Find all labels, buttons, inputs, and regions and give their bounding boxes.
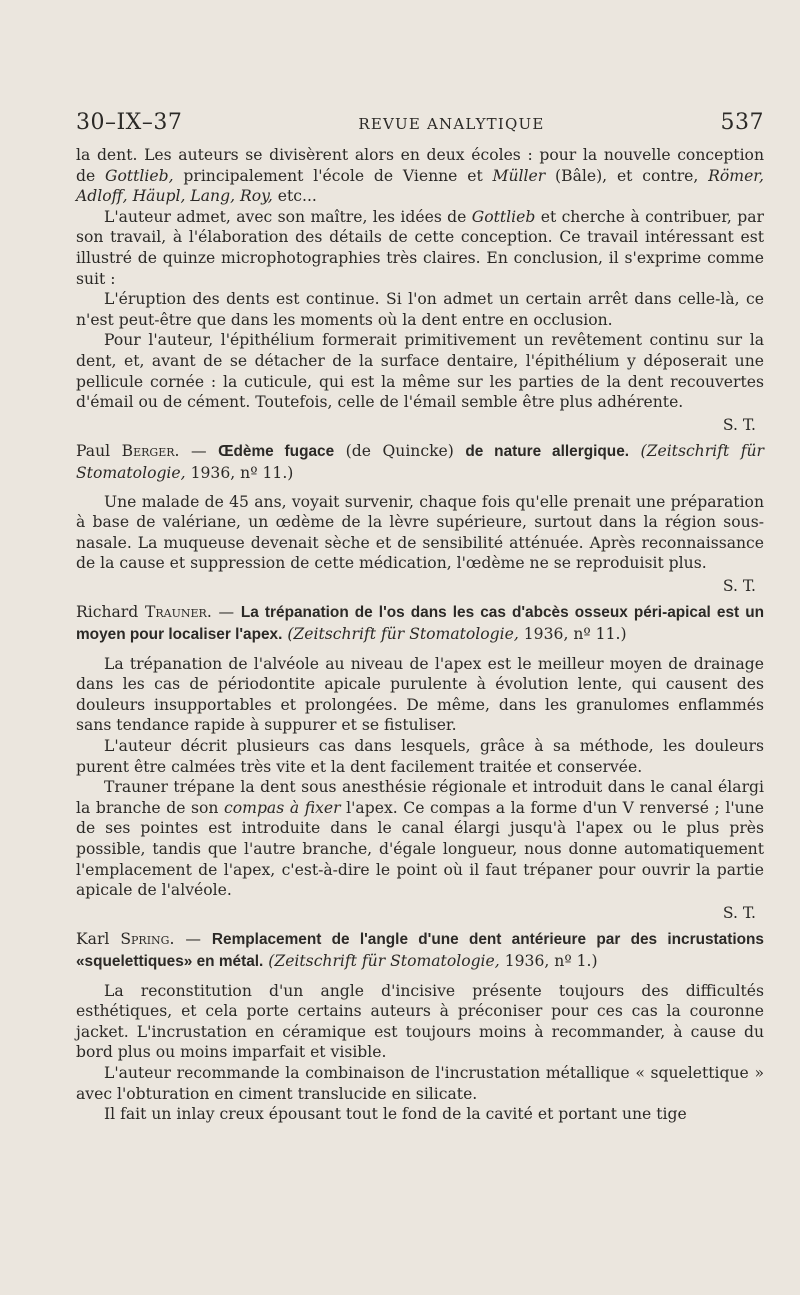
article-heading: Karl Spring. — Remplacement de l'angle d'une dent antérieure par des incrustations «squelettiques» en métal. (Zeitschrift für Stomatologie, 1936, nº 1.) bbox=[76, 930, 764, 970]
intro-paragraph-1: la dent. Les auteurs se divisèrent alors en deux écoles : pour la nouvelle conception de Gottlieb, principalement l'école de Vienne et Müller (Bâle), et contre, Römer, Adloff, Häupl, Lang, Roy, etc... bbox=[76, 146, 764, 206]
author-first-name: Karl bbox=[76, 930, 121, 949]
intro-paragraph-2: L'auteur admet, avec son maître, les idées de Gottlieb et cherche à contribuer, par son travail, à l'élaboration des détails de cette conception. Ce travail intéressant est illustré de quinze microphotographies très claires. En conclusion, il s'exprime comme suit : bbox=[76, 207, 764, 288]
author-last-name: Trauner. bbox=[145, 603, 212, 622]
signature: S. T. bbox=[722, 903, 756, 922]
header-title: REVUE ANALYTIQUE bbox=[358, 115, 545, 133]
article-source: (Zeitschrift für Stomatologie, bbox=[76, 442, 764, 482]
article-paragraph: L'auteur recommande la combinaison de l'incrustation métallique « squelettique » avec l'obturation en ciment translucide en silicate. bbox=[76, 1063, 764, 1103]
page-number: 537 bbox=[720, 110, 764, 135]
article-paragraph: Il fait un inlay creux épousant tout le fond de la cavité et portant une tige bbox=[104, 1105, 687, 1124]
article-paragraph: La reconstitution d'un angle d'incisive présente toujours des difficultés esthétiques, et cela porte certains auteurs à préconiser pour ces cas la couronne jacket. L'incrustation en céramique est toujours moins à recommander, à cause du bord plus ou moins imparfait et visible. bbox=[76, 981, 764, 1062]
author-last-name: Spring. bbox=[120, 930, 175, 949]
author-first-name: Richard bbox=[76, 603, 145, 622]
article-heading: Paul Berger. — Œdème fugace (de Quincke) de nature allergique. (Zeitschrift für Stomatologie, 1936, nº 11.) bbox=[76, 442, 764, 482]
author-first-name: Paul bbox=[76, 442, 122, 461]
article-paragraph: La trépanation de l'alvéole au niveau de l'apex est le meilleur moyen de drainage dans les cas de périodontite apicale purulente à évolution lente, qui causent des douleurs insupportables et prolongées. De même, dans les granulomes enflammés sans tendance rapide à suppurer et se fistuliser. bbox=[76, 654, 764, 735]
article-source: (Zeitschrift für Stomatologie, bbox=[282, 625, 519, 644]
running-header bbox=[76, 110, 764, 135]
intro-paragraph-3: L'éruption des dents est continue. Si l'on admet un certain arrêt dans celle-là, ce n'est peut-être que dans les moments où la dent entre en occlusion. bbox=[76, 290, 764, 329]
signature: S. T. bbox=[722, 576, 756, 595]
article-heading: Richard Trauner. — La trépanation de l'os dans les cas d'abcès osseux péri-apical est un moyen pour localiser l'apex. (Zeitschrift für Stomatologie, 1936, nº 11.) bbox=[76, 603, 765, 644]
article-title: Remplacement de l'angle d'une dent antérieure par des incrustations «squelettiques» en métal. bbox=[76, 931, 764, 970]
article-paragraph: Une malade de 45 ans, voyait survenir, chaque fois qu'elle prenait une préparation à base de valériane, un œdème de la lèvre supérieure, surtout dans la région sous-nasale. La muqueuse devenait sèche et de sensibilité atténuée. Après reconnaissance de la cause et suppression de cette médication, l'œdème ne se reproduisit plus. bbox=[76, 492, 764, 573]
article-title: La trépanation de l'os dans les cas d'abcès osseux péri-apical est un moyen pour localiser l'apex. bbox=[76, 604, 765, 644]
article-source: (Zeitschrift für Stomatologie, bbox=[263, 951, 500, 970]
header-date: 30–IX–37 bbox=[76, 110, 183, 135]
article-title: Œdème fugace bbox=[218, 443, 335, 461]
signature: S. T. bbox=[722, 415, 756, 434]
article-paragraph: Trauner trépane la dent sous anesthésie régionale et introduit dans le canal élargi la branche de son compas à fixer l'apex. Ce compas a la forme d'un V renversé ; l'une de ses pointes est introduite dans le canal élargi jusqu'à l'apex ou le plus près possible, tandis que l'autre branche, d'égale longueur, nous donne automatiquement l'emplacement de l'apex, c'est-à-dire le point où il faut trépaner pour ouvrir la partie apicale de l'alvéole. bbox=[76, 778, 764, 900]
body-text bbox=[76, 145, 764, 1125]
article-paragraph: L'auteur décrit plusieurs cas dans lesquels, grâce à sa méthode, les douleurs purent être calmées très vite et la dent facilement traitée et conservée. bbox=[76, 737, 764, 776]
intro-paragraph-4: Pour l'auteur, l'épithélium formerait primitivement un revêtement continu sur la dent, et, avant de se détacher de la surface dentaire, l'épithélium y déposerait une pellicule cornée : la cuticule, qui est la même sur les parties de la dent recouvertes d'émail ou de cément. Toutefois, celle de l'émail semble être plus adhérente. bbox=[76, 331, 764, 412]
author-last-name: Berger. bbox=[121, 442, 180, 461]
